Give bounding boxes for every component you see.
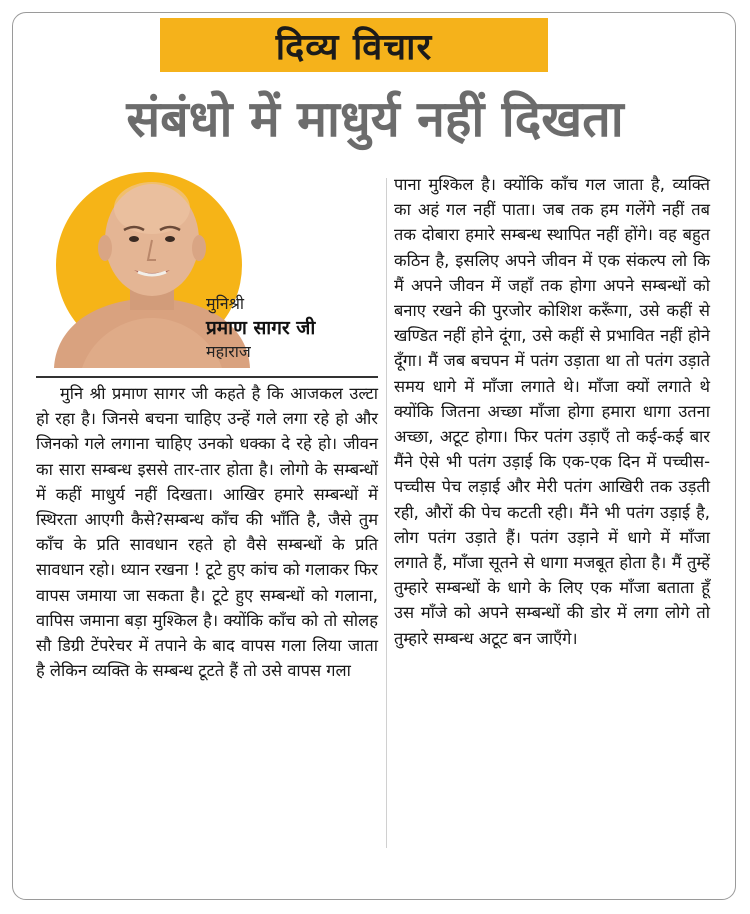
column-divider xyxy=(386,178,387,848)
article-column-left xyxy=(36,376,378,683)
section-label: दिव्य विचार xyxy=(275,26,433,68)
author-prefix: मुनिश्री xyxy=(206,294,245,313)
section-banner xyxy=(160,18,548,72)
author-name: प्रमाण सागर जी xyxy=(206,317,316,339)
article-column-right xyxy=(394,172,710,651)
article-paragraph-right: पाना मुश्किल है। क्योंकि काँच गल जाता है, व्यक्ति का अहं गल नहीं पाता। जब तक हम गलेंगे नहीं तब तक दोबारा हमारे सम्बन्ध स्थापित नहीं होंगे। वह बहुत कठिन है, इसलिए अपने जीवन में एक संकल्प लो कि मैं अपने जीवन में जहाँ तक होगा अपने सम्बन्धों को बनाए रखने की पुरजोर कोशिश करूँगा, उसे कहीं से खण्डित नहीं होने दूंगा, उसे कहीं से प्रभावित नहीं होने दूँगा। मैं जब बचपन में पतंग उड़ाता था तो पतंग उड़ाते समय धागे में माँजा लगाते थे। माँजा क्यों लगाते थे क्योंकि जितना अच्छा माँजा होगा हमारा धागा उतना अच्छा, अटूट होगा। फिर पतंग उड़ाएँ तो कई-कई बार मैंने ऐसे भी पतंग उड़ाई कि एक-एक दिन में पच्चीस-पच्चीस पेच लड़ाई और मेरी पतंग आखिरी तक उड़ती रही, औरों की पेच कटती रही। मैंने भी पतंग उड़ाई है, लोग पतंग उड़ाते हैं। पतंग उड़ाने में धागे में माँजा लगाते हैं, माँजा सूतने से धागा मजबूत होता है। मैं तुम्हें तुम्हारे सम्बन्धों के धागे के लिए एक माँजा बताता हूँ उस माँजे को अपने सम्बन्धों की डोर में लगा लोगे तो तुम्हारे सम्बन्ध अटूट बन जाएँगे। xyxy=(394,175,710,648)
author-caption xyxy=(206,292,315,364)
headline: संबंधो में माधुर्य नहीं दिखता xyxy=(126,90,624,148)
article-paragraph-left: मुनि श्री प्रमाण सागर जी कहते है कि आजकल उल्टा हो रहा है। जिनसे बचना चाहिए उन्हें गले लगा रहे हो और जिनको गले लगाना चाहिए उनको धक्का दे रहे हो। जीवन का सारा सम्बन्ध इससे तार-तार होता है। लोगो के सम्बन्धों में कहीं माधुर्य नहीं दिखता। आखिर हमारे सम्बन्धों में स्थिरता आएगी कैसे?सम्बन्ध काँच की भाँति है, जैसे तुम काँच के प्रति सावधान रहते हो वैसे सम्बन्धों के प्रति सावधान रहो। ध्यान रखना ! टूटे हुए कांच को गलाकर फिर वापस जमाया जा सकता है। टूटे हुए सम्बन्धों को गलाना, वापिस जमाना बड़ा मुश्किल है। क्योंकि काँच को तो सोलह सौ डिग्री टेंपरेचर में तपाने के बाद वापस गला लिया जाता है लेकिन व्यक्ति के सम्बन्ध टूटते हैं तो उसे वापस गला xyxy=(36,384,378,681)
author-suffix: महाराज xyxy=(206,342,251,361)
